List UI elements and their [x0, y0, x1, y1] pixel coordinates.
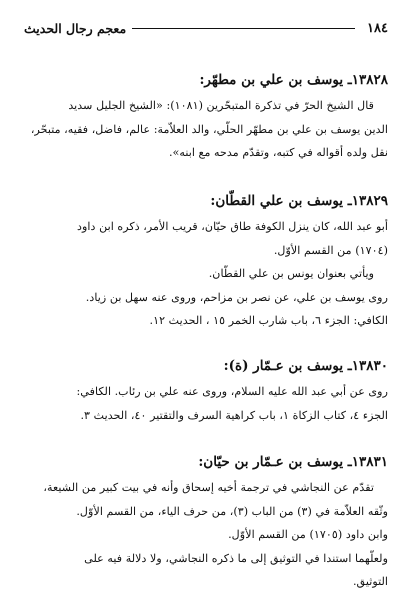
text-line: وابن داود (١٧٠٥) من القسم الأوّل.: [228, 528, 388, 541]
text-line: وثّقه العلاّمة في (٣) من الباب (٣)، من حرف الياء، من القسم الأوّل.: [76, 504, 388, 518]
entry-heading: ١٣٨٢٩ـ يوسف بن علي القطّان:: [210, 193, 388, 209]
text-line: الدين يوسف بن علي بن مطهّر الحلّي، والد العلاّمة: عالم، فاضل، فقيه، متبحّر،: [30, 122, 388, 136]
text-line: ولعلّهما استندا في التوثيق إلى ما ذكره النجاشي، ولا دلالة فيه على: [84, 551, 388, 565]
entry-heading: ١٣٨٢٨ـ يوسف بن علي بن مطهّر:: [199, 72, 388, 88]
text-line: روى يوسف بن علي، عن نصر بن مزاحم، وروى عنه سهل بن زياد.: [85, 290, 388, 304]
text-line: الجزء ٤، كتاب الزكاة ١، باب كراهية السرف والتقتير ٤٠، الحديث ٣.: [80, 408, 388, 422]
entry-heading: ١٣٨٣١ـ يوسف بن عـمّار بن حيّان:: [198, 454, 388, 470]
text-line: نقل ولده أقواله في كتبه، وتقدّم مدحه مع ابنه».: [168, 146, 388, 159]
header-rule: [132, 28, 355, 29]
entry-13831: [22, 452, 388, 594]
running-title: معجم رجال الحديث: [24, 20, 127, 36]
text-line: روى عن أبي عبد الله عليه السلام، وروى عنه علي بن رئاب. الكافي:: [76, 385, 388, 398]
text-line: ويأتي بعنوان يونس بن علي القطّان.: [208, 267, 374, 280]
text-line: الكافي: الجزء ٦، باب شارب الخمر ١٥ ، الحديث ١٢.: [149, 314, 388, 327]
entry-heading: ١٣٨٣٠ـ يوسف بن عـمّار (ة):: [223, 358, 388, 374]
page-number: ١٨٤: [367, 20, 388, 36]
entry-13829: [22, 191, 388, 333]
page-header: [24, 18, 388, 38]
text-line: تقدّم عن النجاشي في ترجمة أخيه إسحاق وأنه في بيت كبير من الشيعة،: [43, 481, 374, 494]
text-line: قال الشيخ الحرّ في تذكرة المتبحّرين (١٠٨١): «الشيخ الجليل سديد: [68, 99, 374, 112]
text-line: التوثيق.: [352, 575, 388, 588]
entry-13828: [22, 70, 388, 165]
text-line: (١٧٠٤) من القسم الأوّل.: [273, 243, 388, 257]
entry-13830: [22, 356, 388, 427]
text-line: أبو عبد الله، كان ينزل الكوفة طاق حيّان، قريب الأمر، ذكره ابن داود: [77, 220, 388, 233]
